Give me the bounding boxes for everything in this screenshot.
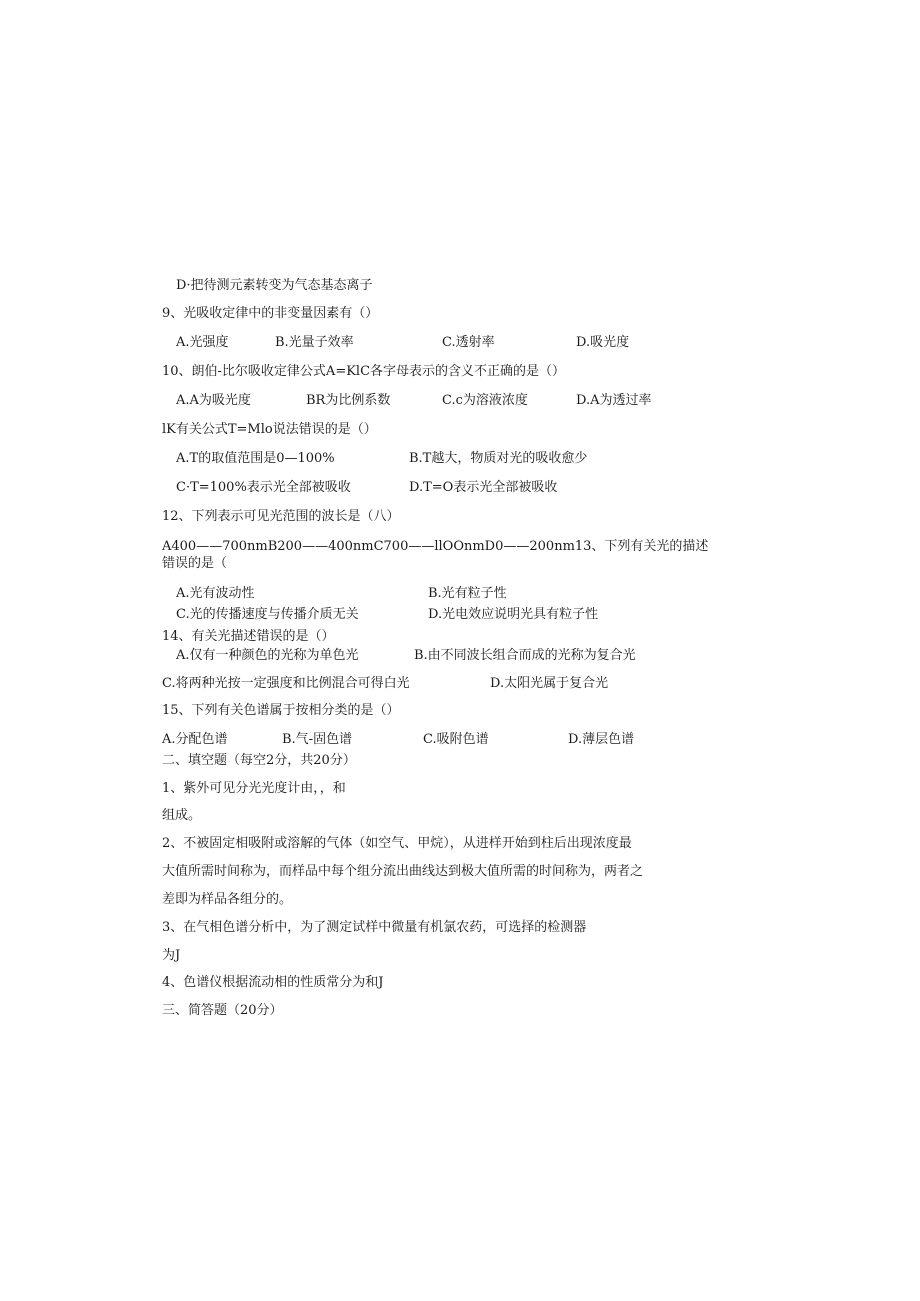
question-10: 10、朗伯-比尔吸收定律公式A=KlC各字母表示的含义不正确的是（）	[162, 364, 566, 379]
q10-option-d: D.A为透过率	[576, 393, 652, 408]
fill-2-line-3: 差即为样品各组分的。	[162, 892, 293, 907]
fill-3-line-2: 为J	[162, 948, 181, 963]
fill-4: 4、色谱仪根据流动相的性质常分为和J	[162, 975, 384, 990]
q10-option-b: BR为比例系数	[306, 393, 391, 408]
q14-option-c: C.将两种光按一定强度和比例混合可得白光	[162, 676, 410, 691]
q9-option-a: A.光强度	[176, 335, 229, 350]
q11-option-d: D.T=O表示光全部被吸收	[409, 480, 558, 495]
q15-option-a: A.分配色谱	[162, 732, 228, 747]
question-14: 14、有关光描述错误的是（）	[162, 629, 335, 644]
question-12: 12、下列表示可见光范围的波长是（八）	[162, 509, 400, 524]
fill-2-line-1: 2、不被固定相吸附或溶解的气体（如空气、甲烷），从进样开始到柱后出现浓度最	[162, 836, 632, 851]
question-15: 15、下列有关色谱属于按相分类的是（）	[162, 703, 400, 718]
q9-option-c: C.透射率	[442, 335, 495, 350]
q9-option-d: D.吸光度	[576, 335, 630, 350]
question-11: lK有关公式T=Mlo说法错误的是（）	[162, 422, 377, 437]
q14-option-d: D.太阳光属于复合光	[490, 676, 609, 691]
q14-option-b: B.由不同波长组合而成的光称为复合光	[414, 648, 636, 663]
section-2-heading: 二、填空题（每空2分，共20分）	[162, 753, 356, 768]
question-9: 9、光吸收定律中的非变量因素有（）	[162, 306, 379, 321]
q11-option-c: C·T=100%表示光全部被吸收	[176, 480, 351, 495]
q14-option-a: A.仅有一种颜色的光称为单色光	[176, 648, 359, 663]
fill-2-line-2: 大值所需时间称为，而样品中每个组分流出曲线达到极大值所需的时间称为，两者之	[162, 864, 644, 879]
q15-option-b: B.气-固色谱	[282, 732, 353, 747]
q13-option-c: C.光的传播速度与传播介质无关	[176, 607, 359, 622]
q11-option-b: B.T越大，物质对光的吸收愈少	[409, 451, 588, 466]
q15-option-d: D.薄层色谱	[568, 732, 635, 747]
q11-option-a: A.T的取值范围是0—100%	[176, 451, 335, 466]
question-13-continued: 错误的是（	[162, 556, 228, 571]
question-12-options: A400——700nmB200——400nmC700——llOOnmD0——200nm13、下列有关光的描述	[162, 539, 709, 554]
q13-option-a: A.光有波动性	[176, 586, 255, 601]
fill-3-line-1: 3、在气相色谱分析中，为了测定试样中微量有机氯农药，可选择的检测器	[162, 920, 587, 935]
section-3-heading: 三、简答题（20分）	[162, 1003, 283, 1018]
q13-option-b: B.光有粒子性	[428, 586, 507, 601]
q8-option-d: D·把待测元素转变为气态基态离子	[176, 278, 373, 293]
q10-option-c: C.c为溶液浓度	[442, 393, 528, 408]
q13-option-d: D.光电效应说明光具有粒子性	[428, 607, 599, 622]
q9-option-b: B.光量子效率	[275, 335, 354, 350]
fill-1-continued: 组成。	[162, 808, 202, 823]
fill-1: 1、紫外可见分光光度计由，，和	[162, 781, 346, 796]
q15-option-c: C.吸附色谱	[423, 732, 489, 747]
q10-option-a: A.A为吸光度	[176, 393, 251, 408]
